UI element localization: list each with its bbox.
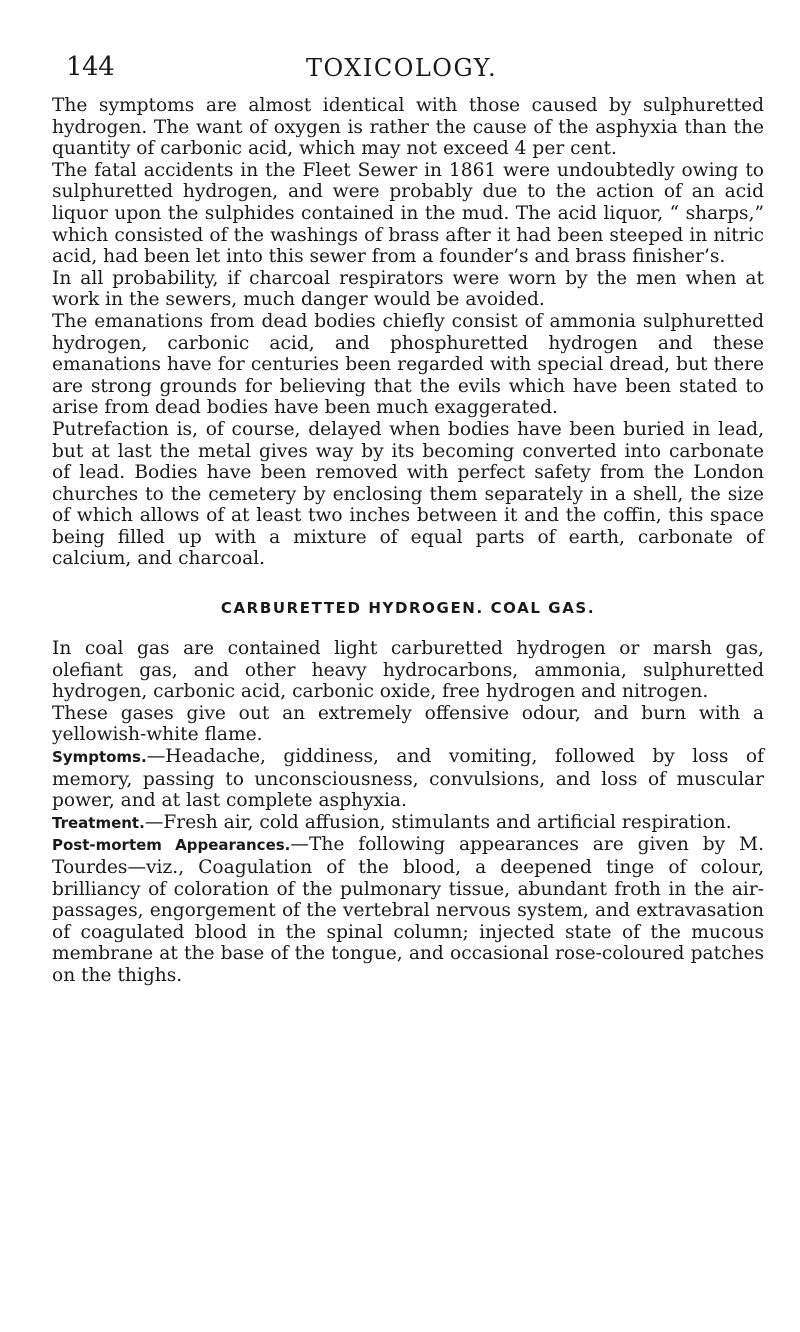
paragraph-asphyxia-cause: The symptoms are almost identical with those caused by sulphuretted hydrogen. The want of oxygen is rather the cause of the asphyxia than the quantity of carbonic acid, which may not exceed 4 per cent.: [52, 95, 764, 160]
paragraph-putrefaction: Putrefaction is, of course, delayed when bodies have been buried in lead, but at last the metal gives way by its becoming converted into carbonate of lead. Bodies have been removed with perfect safety from the London churches to the cemetery by enclosing them separately in a shell, the size of which allows of at least two inches between it and the coffin, this space being filled up with a mixture of equal parts of earth, carbonate of calcium, and charcoal.: [52, 418, 764, 570]
paragraph-fleet-sewer: The fatal accidents in the Fleet Sewer in 1861 were undoubtedly owing to sulphuretted hydrogen, and were probably due to the action of an acid liquor upon the sulphides contained in the mud. The acid liquor, “ sharps,” which consisted of the washings of brass after it had been steeped in nitric acid, had been let into this sewer from a founder’s and brass finisher’s.: [52, 159, 764, 268]
paragraph-symptoms: [52, 746, 764, 812]
page-number: 144: [66, 52, 115, 82]
page-body: [52, 95, 764, 987]
symptoms-text: —Headache, giddiness, and vomiting, followed by loss of memory, passing to unconsciousness, convulsions, and loss of muscular power, and at last complete asphyxia.: [52, 746, 764, 812]
running-head: TOXICOLOGY.: [306, 54, 498, 82]
section-heading: CARBURETTED HYDROGEN. COAL GAS.: [220, 599, 596, 618]
post-mortem-label: Post-mortem Appearances.: [52, 836, 291, 855]
page-header: [66, 52, 766, 92]
paragraph-odour-flame: These gases give out an extremely offensive odour, and burn with a yellowish-white flame.: [52, 702, 764, 746]
post-mortem-text: —The following appearances are given by M. Tourdes—viz., Coagulation of the blood, a deepened tinge of colour, brilliancy of coloration of the pulmonary tissue, abundant froth in the air-passages, engorgement of the vertebral nervous system, and extravasation of coagulated blood in the spinal column; injected state of the mucous membrane at the base of the tongue, and occasional rose-coloured patches on the thighs.: [52, 834, 764, 986]
symptoms-label: Symptoms.: [52, 748, 147, 767]
treatment-text: —Fresh air, cold affusion, stimulants and artificial respiration.: [144, 811, 732, 833]
paragraph-emanations: The emanations from dead bodies chiefly consist of ammonia sulphuretted hydrogen, carbonic acid, and phosphuretted hydrogen and these emanations have for centuries been regarded with special dread, but there are strong grounds for believing that the evils which have been stated to arise from dead bodies have been much exaggerated.: [52, 310, 764, 419]
treatment-label: Treatment.: [52, 813, 145, 832]
paragraph-post-mortem: [52, 834, 764, 986]
paragraph-coal-gas-contents: In coal gas are contained light carburetted hydrogen or marsh gas, olefiant gas, and other heavy hydrocarbons, ammonia, sulphuretted hydrogen, carbonic acid, carbonic oxide, free hydrogen and nitrogen.: [52, 638, 764, 703]
paragraph-charcoal-respirators: In all probability, if charcoal respirators were worn by the men when at work in the sewers, much danger would be avoided.: [52, 267, 764, 311]
paragraph-treatment: [52, 812, 764, 835]
